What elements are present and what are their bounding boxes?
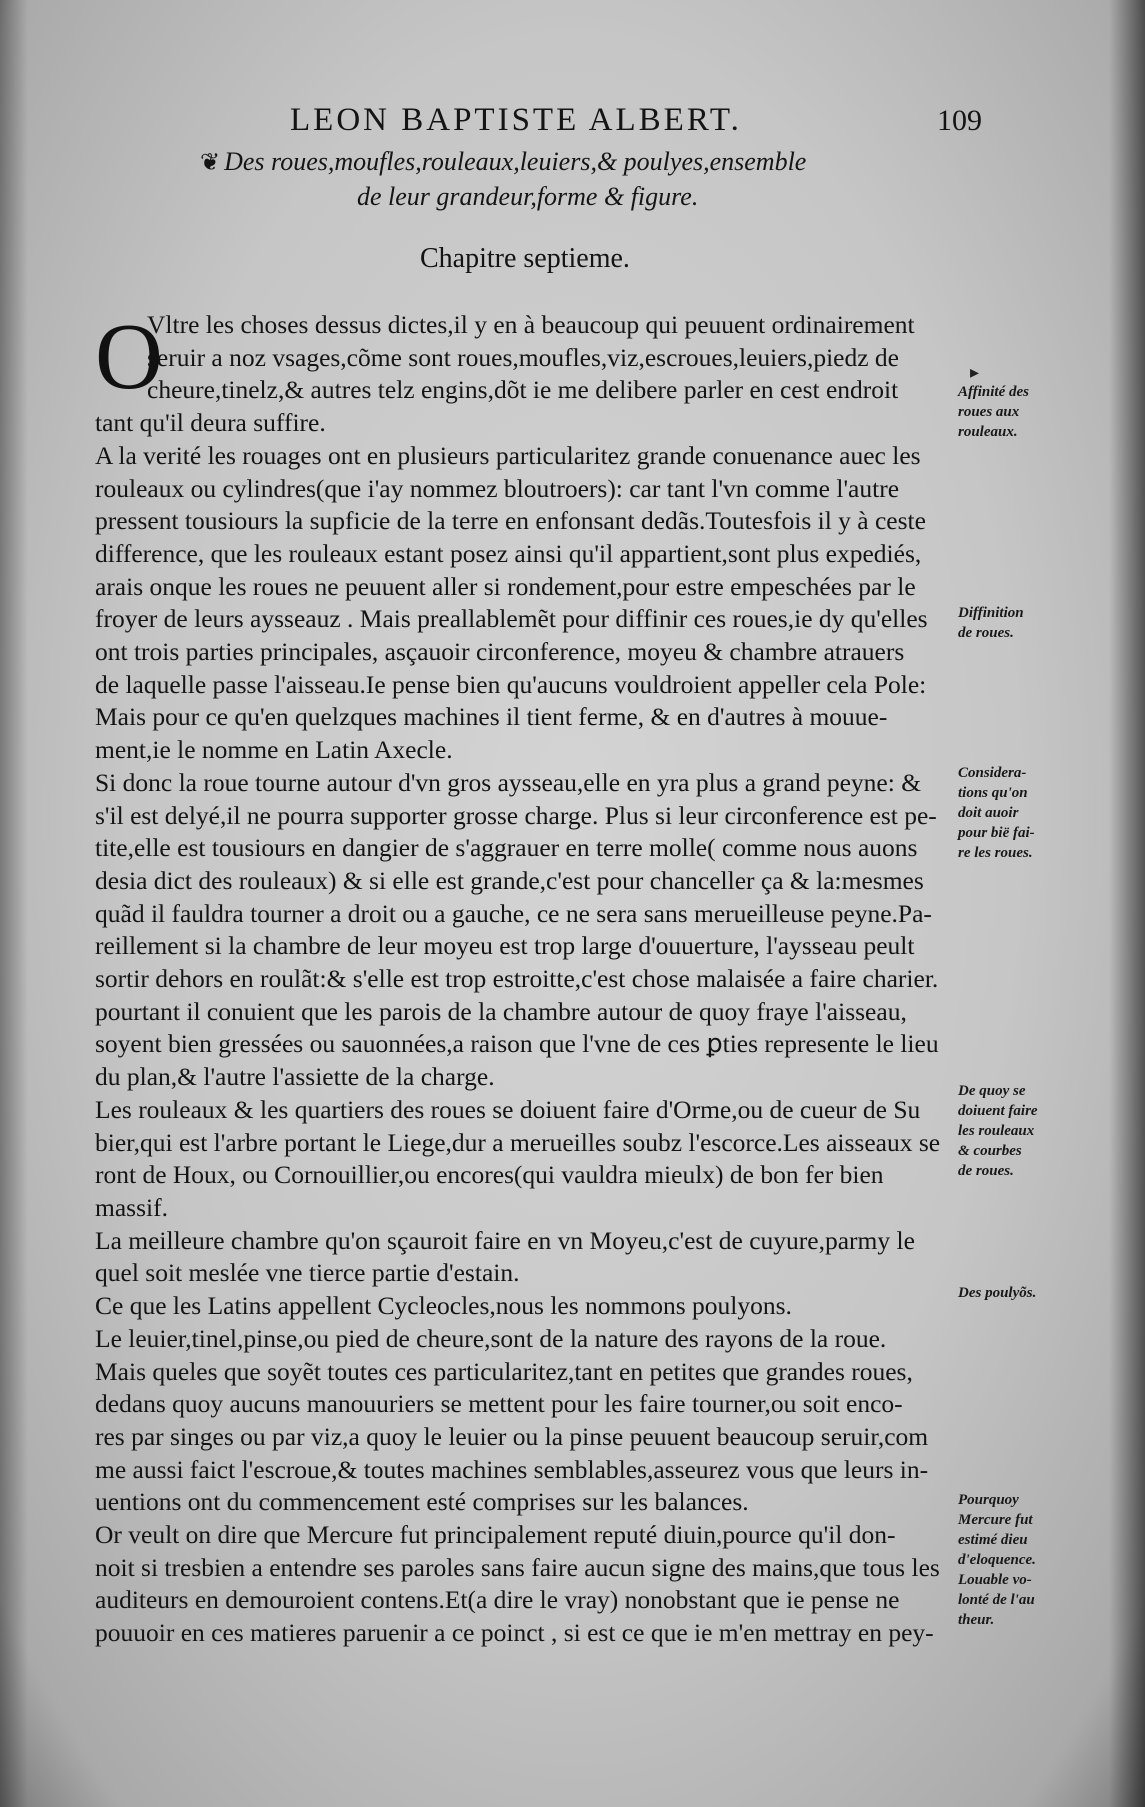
margin-note-line: de roues. [958,625,1014,641]
text-line: res par singes ou par viz,a quoy le leuier ou la pinse peuuent beaucoup seruir,com [95,1421,929,1451]
text-line: A la verité les rouages ont en plusieurs particularitez grande conuenance auec les [95,440,921,470]
text-line: quãd il fauldra tourner a droit ou a gauche, ce ne sera sans merueilleuse peyne.Pa- [95,898,932,928]
text-line: Le leuier,tinel,pinse,ou pied de cheure,sont de la nature des rayons de la roue. [95,1323,887,1353]
body-text [95,305,960,1650]
text-line: du plan,& l'autre l'assiette de la charge. [95,1062,495,1092]
margin-note-line: Considera- [958,765,1027,781]
text-line: auditeurs en demouroient contens.Et(a dire le vray) nonobstant que ie pense ne [95,1585,900,1615]
text-line: pressent tousiours la supficie de la terre en enfonsant dedãs.Toutesfois il y à ceste [95,506,926,536]
margin-note-line: Diffinition [958,605,1024,621]
text-line: ront de Houx, ou Cornouillier,ou encores(qui vauldra mieulx) de bon fer bien [95,1160,884,1190]
margin-note-line: lonté de l'au [958,1592,1035,1608]
ink-mark: ▸ [970,362,980,383]
text-line: desia dict des rouleaux) & si elle est grande,c'est pour chanceller ça & la:mesmes [95,865,924,895]
text-line: arais onque les roues ne peuuent aller si rondement,pour estre empeschées par le [95,571,916,601]
text-line: pourtant il conuient que les parois de la chambre autour de quoy fraye l'aisseau, [95,996,907,1026]
text-line: me aussi faict l'escroue,& toutes machines semblables,asseurez vous que leurs in- [95,1454,929,1484]
margin-note-line: Des poulyõs. [958,1285,1037,1301]
margin-note-line: re les roues. [958,845,1033,861]
heading-line-1 [200,145,900,180]
text-line: difference, que les rouleaux estant posez ainsi qu'il appartient,sont plus expediés, [95,538,922,568]
text-line: Mais queles que soyẽt toutes ces particularitez,tant en petites que grandes roues, [95,1356,913,1386]
margin-note-line: doiuent faire [958,1103,1038,1119]
section-heading [200,145,900,214]
margin-note-line: tions qu'on [958,785,1028,801]
chapter-title: Chapitre septieme. [420,243,630,274]
margin-note [958,763,1078,863]
page-number: 109 [937,104,982,137]
margin-note [958,382,1078,442]
fleuron-icon: ❦ [200,150,221,176]
margin-note-line: pour bië fai- [958,825,1035,841]
text-line: reillement si la chambre de leur moyeu est trop large d'ouuerture, l'aysseau peult [95,931,915,961]
text-line: Si donc la roue tourne autour d'vn gros aysseau,elle en yra plus a grand peyne: & [95,767,922,797]
text-line: s'il est delyé,il ne pourra supporter grosse charge. Plus si leur circonference est pe- [95,800,937,830]
heading-line-2: de leur grandeur,forme & figure. [357,182,699,211]
text-line: de laquelle passe l'aisseau.Ie pense bien qu'aucuns vouldroient appeller cela Pole: [95,669,927,699]
text-line: massif. [95,1192,168,1222]
text-line: tant qu'il deura suffire. [95,408,326,438]
margin-note-line: doit auoir [958,805,1019,821]
text-line: cheure,tinelz,& autres telz engins,dõt ie me delibere parler en cest endroit [147,375,899,405]
text-line: uentions ont du commencement esté comprises sur les balances. [95,1487,749,1517]
margin-note-line: theur. [958,1612,995,1628]
margin-note-line: rouleaux. [958,424,1018,440]
running-title: LEON BAPTISTE ALBERT. [290,102,742,138]
running-head [0,102,1145,142]
margin-note-line: d'eloquence. [958,1552,1036,1568]
text-line: La meilleure chambre qu'on sçauroit faire en vn Moyeu,c'est de cuyure,parmy le [95,1225,915,1255]
margin-note-line: Pourquoy [958,1492,1019,1508]
margin-note [958,603,1078,643]
page-edge-shadow [1109,0,1145,1807]
text-line: Ce que les Latins appellent Cycleocles,nous les nommons poulyons. [95,1291,792,1321]
heading-line-1-text: Des roues,moufles,rouleaux,leuiers,& poulyes,ensemble [224,147,807,176]
margin-note-line: & courbes [958,1143,1022,1159]
text-line: dedans quoy aucuns manouuriers se mettent pour les faire tourner,ou soit enco- [95,1389,903,1419]
text-line: Mais pour ce qu'en quelzques machines il tient ferme, & en d'autres à mouue- [95,702,888,732]
text-line: Les rouleaux & les quartiers des roues se doiuent faire d'Orme,ou de cueur de Su [95,1094,921,1124]
drop-cap: O [95,305,163,409]
margin-note [958,1490,1078,1630]
text-line: rouleaux ou cylindres(que i'ay nommez bloutroers): car tant l'vn comme l'autre [95,473,900,503]
text-line: noit si tresbien a entendre ses paroles sans faire aucun signe des mains,que tous les [95,1552,940,1582]
text-line: Or veult on dire que Mercure fut principalement reputé diuin,pource qu'il don- [95,1520,896,1550]
text-line: froyer de leurs aysseauz . Mais preallablemẽt pour diffinir ces roues,ie dy qu'elles [95,604,928,634]
margin-note-line: Mercure fut [958,1512,1033,1528]
margin-note [958,1081,1078,1181]
margin-note-line: roues aux [958,404,1020,420]
text-line: tite,elle est tousiours en dangier de s'aggrauer en terre molle( comme nous auons [95,833,918,863]
margin-note-line: les rouleaux [958,1123,1035,1139]
page-gutter-shadow [0,0,28,1807]
text-line: ment,ie le nomme en Latin Axecle. [95,735,453,765]
text-line: Vltre les choses dessus dictes,il y en à beaucoup qui peuuent ordinairement [147,310,915,339]
text-line: soyent bien gressées ou sauonnées,a raison que l'vne de ces ꝑties represente le lieu [95,1029,939,1059]
text-line: seruir a noz vsages,cõme sont roues,moufles,viz,escroues,leuiers,piedz de [147,342,900,372]
text-line: pouuoir en ces matieres paruenir a ce poinct , si est ce que ie m'en mettray en pey- [95,1618,934,1648]
margin-note-line: De quoy se [958,1083,1026,1099]
margin-note-line: Louable vo- [958,1572,1032,1588]
text-line: bier,qui est l'arbre portant le Liege,dur a merueilles soubz l'escorce.Les aisseaux se [95,1127,941,1157]
text-line: ont trois parties principales, asçauoir circonference, moyeu & chambre atrauers [95,637,905,667]
margin-note-line: de roues. [958,1163,1014,1179]
margin-note-line: estimé dieu [958,1532,1028,1548]
margin-note [958,1283,1078,1303]
text-line: quel soit meslée vne tierce partie d'estain. [95,1258,520,1288]
text-line: sortir dehors en roulãt:& s'elle est trop estroitte,c'est chose malaisée a faire charier. [95,964,939,994]
margin-note-line: Affinité des [958,384,1029,400]
